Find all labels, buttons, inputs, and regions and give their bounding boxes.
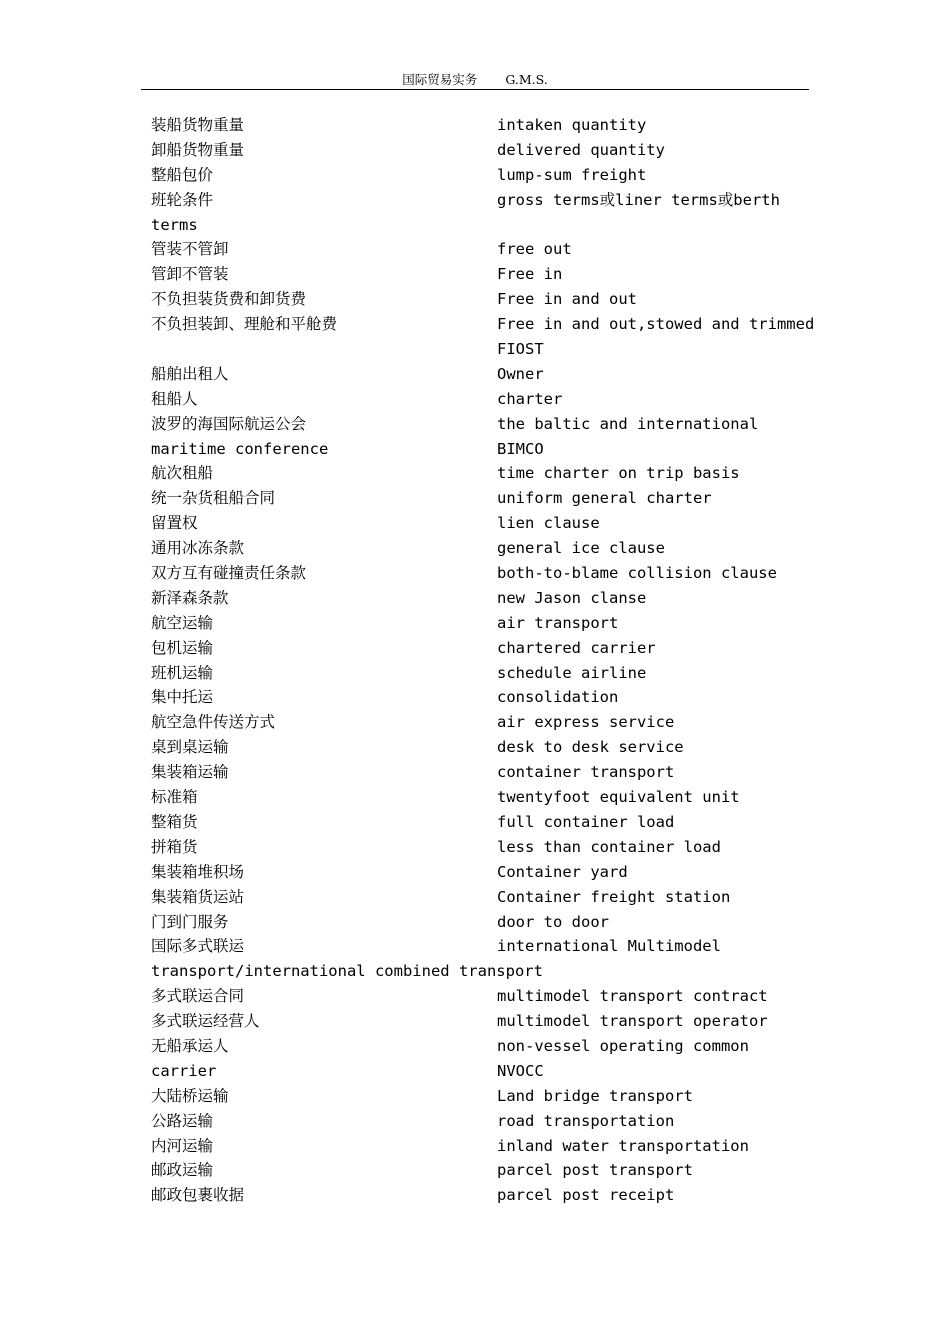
term-en (497, 213, 811, 238)
term-en: lump-sum freight (497, 165, 647, 184)
term-en: twentyfoot equivalent unit (497, 788, 740, 807)
glossary-row (151, 735, 811, 760)
glossary-row (151, 1009, 811, 1034)
glossary-row (151, 163, 811, 188)
glossary-row (151, 138, 811, 163)
glossary-row (151, 586, 811, 611)
term-en: less than container load (497, 837, 721, 856)
glossary-continuation: transport/international combined transport (151, 962, 543, 981)
term-en: general ice clause (497, 539, 665, 558)
term-en: Container freight station (497, 887, 731, 906)
glossary-row (151, 685, 811, 710)
term-zh: 集装箱堆积场 (151, 862, 245, 881)
term-en: Container yard (497, 862, 628, 881)
term-zh: 标准箱 (151, 788, 198, 807)
term-zh: 航空运输 (151, 613, 214, 632)
glossary-row (151, 1183, 811, 1208)
term-zh: 整船包价 (151, 165, 214, 184)
term-zh: 租船人 (151, 389, 198, 408)
glossary-row (151, 237, 811, 262)
term-en: international Multimodel (497, 937, 721, 956)
glossary-row (151, 437, 811, 462)
term-en: FIOST (497, 340, 544, 359)
term-zh: 多式联运经营人 (151, 1012, 260, 1031)
term-en: time charter on trip basis (497, 464, 740, 483)
glossary-row (151, 661, 811, 686)
glossary-row (151, 934, 811, 959)
glossary-row (151, 486, 811, 511)
glossary-row (151, 287, 811, 312)
term-en: container transport (497, 763, 675, 782)
term-en: charter (497, 389, 563, 408)
term-en: air transport (497, 613, 619, 632)
glossary-row (151, 1034, 811, 1059)
term-zh: maritime conference (151, 439, 329, 458)
header-title-en: G.M.S. (505, 72, 548, 87)
term-zh: 桌到桌运输 (151, 738, 229, 757)
term-zh: 新泽森条款 (151, 588, 229, 607)
glossary-row (151, 1134, 811, 1159)
term-zh: 公路运输 (151, 1111, 214, 1130)
glossary-row (151, 511, 811, 536)
term-en: both-to-blame collision clause (497, 564, 777, 583)
term-en: new Jason clanse (497, 588, 647, 607)
term-zh: 统一杂货租船合同 (151, 489, 276, 508)
term-en: full container load (497, 812, 675, 831)
term-zh: 管卸不管装 (151, 265, 229, 284)
term-zh: 集装箱货运站 (151, 887, 245, 906)
term-en: Owner (497, 364, 544, 383)
glossary-row (151, 611, 811, 636)
glossary-row (151, 362, 811, 387)
term-zh: 船舶出租人 (151, 364, 229, 383)
glossary-row (151, 536, 811, 561)
glossary-row (151, 1158, 811, 1183)
glossary-row (151, 412, 811, 437)
term-zh: 大陆桥运输 (151, 1086, 229, 1105)
term-zh: 管装不管卸 (151, 240, 229, 259)
glossary-row (151, 337, 811, 362)
glossary-row (151, 984, 811, 1009)
glossary-row (151, 1084, 811, 1109)
glossary-row (151, 636, 811, 661)
glossary-row (151, 1059, 811, 1084)
term-zh: 通用冰冻条款 (151, 539, 245, 558)
glossary-row (151, 785, 811, 810)
term-en: Free in and out (497, 290, 637, 309)
term-en: schedule airline (497, 663, 647, 682)
term-zh: 集装箱运输 (151, 763, 229, 782)
glossary-row (151, 387, 811, 412)
term-zh: 门到门服务 (151, 912, 229, 931)
term-en: Land bridge transport (497, 1086, 693, 1105)
term-en: the baltic and international (497, 414, 759, 433)
glossary-row (151, 461, 811, 486)
term-zh: 班机运输 (151, 663, 214, 682)
term-en: multimodel transport contract (497, 987, 768, 1006)
term-en: desk to desk service (497, 738, 684, 757)
term-zh: 拼箱货 (151, 837, 198, 856)
term-zh: 多式联运合同 (151, 987, 245, 1006)
term-zh: 邮政包裹收据 (151, 1186, 245, 1205)
glossary-list (151, 113, 815, 1208)
term-en: NVOCC (497, 1061, 544, 1080)
term-en: road transportation (497, 1111, 675, 1130)
term-en: door to door (497, 912, 609, 931)
glossary-row (151, 113, 811, 138)
glossary-row (151, 1109, 811, 1134)
term-zh: 航次租船 (151, 464, 214, 483)
term-en: Free in and out,stowed and trimmed (497, 315, 815, 334)
term-en: BIMCO (497, 439, 544, 458)
term-en: intaken quantity (497, 116, 647, 134)
term-en: inland water transportation (497, 1136, 749, 1155)
term-en: chartered carrier (497, 638, 656, 657)
term-zh: 双方互有碰撞责任条款 (151, 564, 307, 583)
term-zh: terms (151, 215, 198, 234)
term-en: uniform general charter (497, 489, 712, 508)
page-header (141, 70, 809, 90)
term-zh: 内河运输 (151, 1136, 214, 1155)
glossary-row (151, 810, 811, 835)
term-en: free out (497, 240, 572, 259)
term-en: gross terms或liner terms或berth (497, 190, 780, 209)
term-en: delivered quantity (497, 140, 665, 159)
term-en: parcel post transport (497, 1161, 693, 1180)
glossary-row (151, 760, 811, 785)
term-zh: 国际多式联运 (151, 937, 245, 956)
term-zh: 无船承运人 (151, 1036, 229, 1055)
term-en: lien clause (497, 514, 600, 533)
term-zh: 集中托运 (151, 688, 214, 707)
term-zh: 留置权 (151, 514, 198, 533)
glossary-row (151, 860, 811, 885)
term-zh: 不负担装卸、理舱和平舱费 (151, 315, 338, 334)
term-zh: 波罗的海国际航运公会 (151, 414, 307, 433)
glossary-row (151, 188, 811, 213)
term-en: consolidation (497, 688, 619, 707)
term-zh: carrier (151, 1061, 217, 1080)
glossary-row (151, 561, 811, 586)
glossary-row (151, 262, 811, 287)
header-title-zh: 国际贸易实务 (402, 72, 478, 87)
term-zh: 航空急件传送方式 (151, 713, 276, 732)
term-en: multimodel transport operator (497, 1012, 768, 1031)
term-en: air express service (497, 713, 675, 732)
glossary-row (151, 835, 811, 860)
term-zh: 包机运输 (151, 638, 214, 657)
glossary-row (151, 885, 811, 910)
glossary-row (151, 910, 811, 935)
glossary-row (151, 710, 811, 735)
term-zh (151, 337, 497, 362)
term-en: Free in (497, 265, 563, 284)
term-zh: 整箱货 (151, 812, 198, 831)
term-en: parcel post receipt (497, 1186, 675, 1205)
term-zh: 邮政运输 (151, 1161, 214, 1180)
term-en: non-vessel operating common (497, 1036, 749, 1055)
term-zh: 不负担装货费和卸货费 (151, 290, 307, 309)
term-zh: 卸船货物重量 (151, 140, 245, 159)
glossary-row (151, 312, 815, 337)
term-zh: 班轮条件 (151, 190, 214, 209)
term-zh: 装船货物重量 (151, 116, 245, 134)
glossary-row (151, 213, 811, 238)
